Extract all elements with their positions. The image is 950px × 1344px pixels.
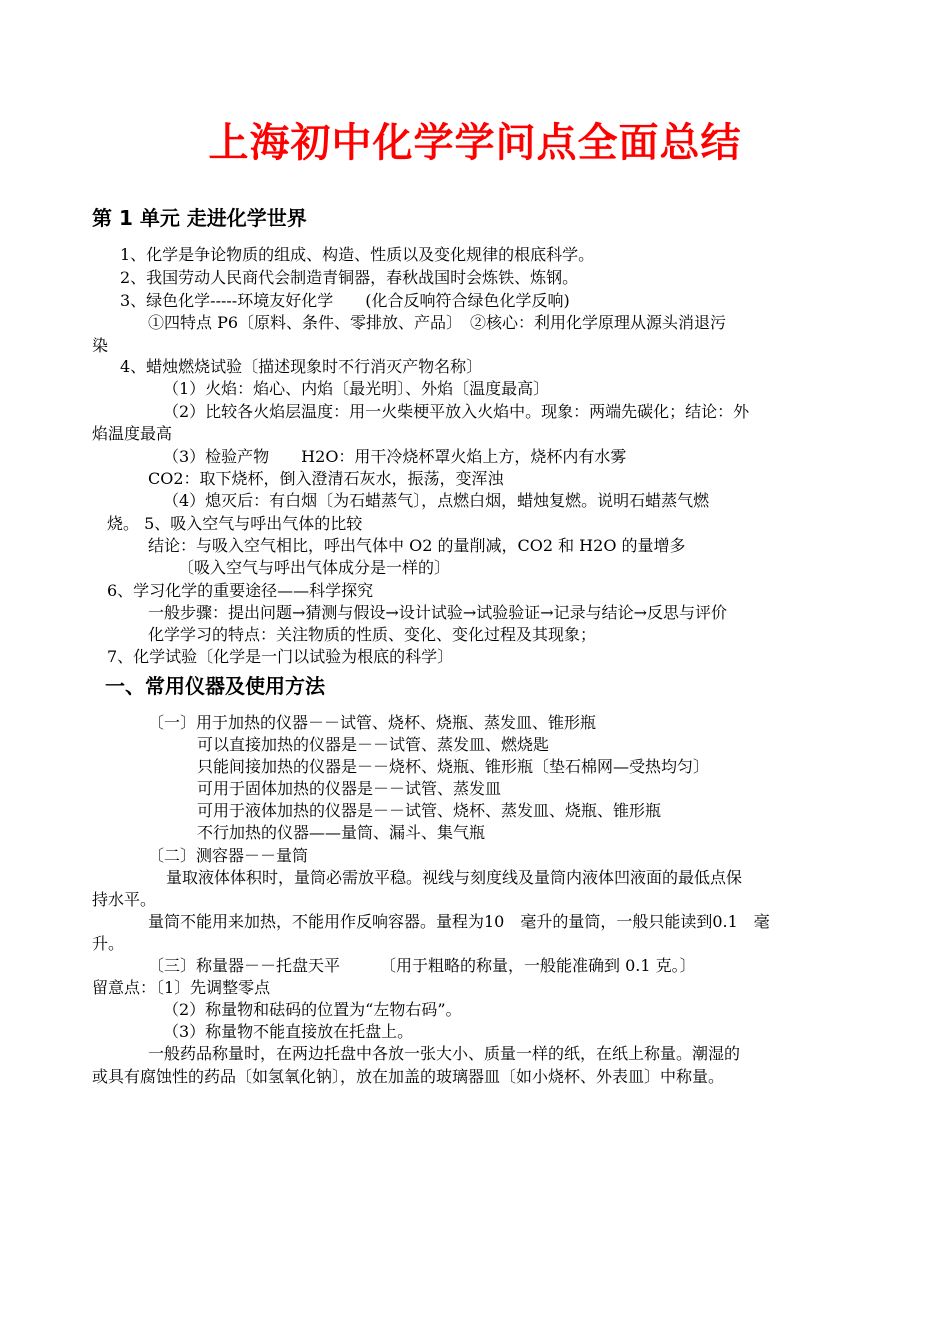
unit1-line-13: 烧。 5、吸入空气与呼出气体的比较 — [107, 514, 363, 533]
section1-line-13: 留意点：〔1〕先调整零点 — [92, 978, 271, 997]
unit-1-heading: 第 1 单元 走进化学世界 — [92, 206, 307, 230]
unit1-line-17: 一般步骤：提出问题→猜测与假设→设计试验→试验验证→记录与结论→反思与评价 — [148, 603, 728, 622]
unit1-line-10: （3）检验产物 H2O：用干冷烧杯罩火焰上方，烧杯内有水雾 — [163, 447, 627, 466]
section1-line-14: （2）称量物和砝码的位置为“左物右码”。 — [163, 1000, 462, 1019]
section1-line-10: 量筒不能用来加热，不能用作反响容器。量程为10 毫升的量筒，一般只能读到0.1 毫 — [148, 912, 770, 931]
section1-line-16: 一般药品称量时，在两边托盘中各放一张大小、质量一样的纸，在纸上称量。潮湿的 — [148, 1044, 741, 1063]
section-1-heading: 一、常用仪器及使用方法 — [105, 674, 325, 698]
unit1-line-16: 6、学习化学的重要途径——科学探究 — [107, 581, 374, 600]
unit1-line-5: 染 — [92, 336, 109, 355]
section1-line-5: 可用于液体加热的仪器是－－试管、烧杯、蒸发皿、烧瓶、锥形瓶 — [197, 801, 662, 820]
section1-line-8: 量取液体体积时，量筒必需放平稳。视线与刻度线及量筒内液体凹液面的最低点保 — [166, 868, 743, 887]
unit1-line-14: 结论：与吸入空气相比，呼出气体中 O2 的量削减，CO2 和 H2O 的量增多 — [148, 536, 686, 555]
unit1-line-15: 〔吸入空气与呼出气体成分是一样的〕 — [178, 558, 451, 577]
unit1-line-4: ①四特点 P6〔原料、条件、零排放、产品〕 ②核心：利用化学原理从源头消退污 — [148, 313, 727, 332]
section1-line-6: 不行加热的仪器——量筒、漏斗、集气瓶 — [197, 823, 486, 842]
section1-line-12: 〔三〕称量器－－托盘天平 〔用于粗略的称量，一般能准确到 0.1 克。〕 — [148, 956, 696, 975]
unit1-line-2: 2、我国劳动人民商代会制造青铜器，春秋战国时会炼铁、炼钢。 — [120, 268, 579, 287]
unit1-line-12: （4）熄灭后：有白烟〔为石蜡蒸气〕，点燃白烟，蜡烛复燃。说明石蜡蒸气燃 — [163, 491, 710, 510]
unit1-line-6: 4、蜡烛燃烧试验〔描述现象时不行消灭产物名称〕 — [120, 357, 483, 376]
unit1-line-8: （2）比较各火焰层温度：用一火柴梗平放入火焰中。现象：两端先碳化；结论：外 — [163, 402, 750, 421]
section1-line-17: 或具有腐蚀性的药品〔如氢氧化钠〕，放在加盖的玻璃器皿〔如小烧杯、外表皿〕中称量。 — [92, 1067, 725, 1086]
unit1-line-7: （1）火焰：焰心、内焰〔最光明〕、外焰〔温度最高〕 — [163, 379, 550, 398]
unit1-line-9: 焰温度最高 — [92, 424, 173, 443]
unit1-line-19: 7、化学试验〔化学是一门以试验为根底的科学〕 — [107, 647, 454, 666]
section1-line-2: 可以直接加热的仪器是－－试管、蒸发皿、燃烧匙 — [197, 735, 550, 754]
unit1-line-3: 3、绿色化学-----环境友好化学 (化合反响符合绿色化学反响) — [120, 291, 570, 310]
unit1-line-11: CO2：取下烧杯，倒入澄清石灰水，振荡，变浑浊 — [148, 469, 504, 488]
section1-line-7: 〔二〕测容器－－量筒 — [148, 846, 309, 865]
section1-line-15: （3）称量物不能直接放在托盘上。 — [163, 1022, 414, 1041]
document-title: 上海初中化学学问点全面总结 — [208, 120, 742, 166]
section1-line-4: 可用于固体加热的仪器是－－试管、蒸发皿 — [197, 779, 502, 798]
unit1-line-18: 化学学习的特点：关注物质的性质、变化、变化过程及其现象； — [148, 625, 597, 644]
unit1-line-1: 1、化学是争论物质的组成、构造、性质以及变化规律的根底科学。 — [120, 245, 595, 264]
section1-line-1: 〔一〕用于加热的仪器－－试管、烧杯、烧瓶、蒸发皿、锥形瓶 — [148, 713, 597, 732]
section1-line-11: 升。 — [92, 934, 125, 953]
section1-line-3: 只能间接加热的仪器是－－烧杯、烧瓶、锥形瓶〔垫石棉网—受热均匀〕 — [197, 757, 710, 776]
section1-line-9: 持水平。 — [92, 890, 157, 909]
